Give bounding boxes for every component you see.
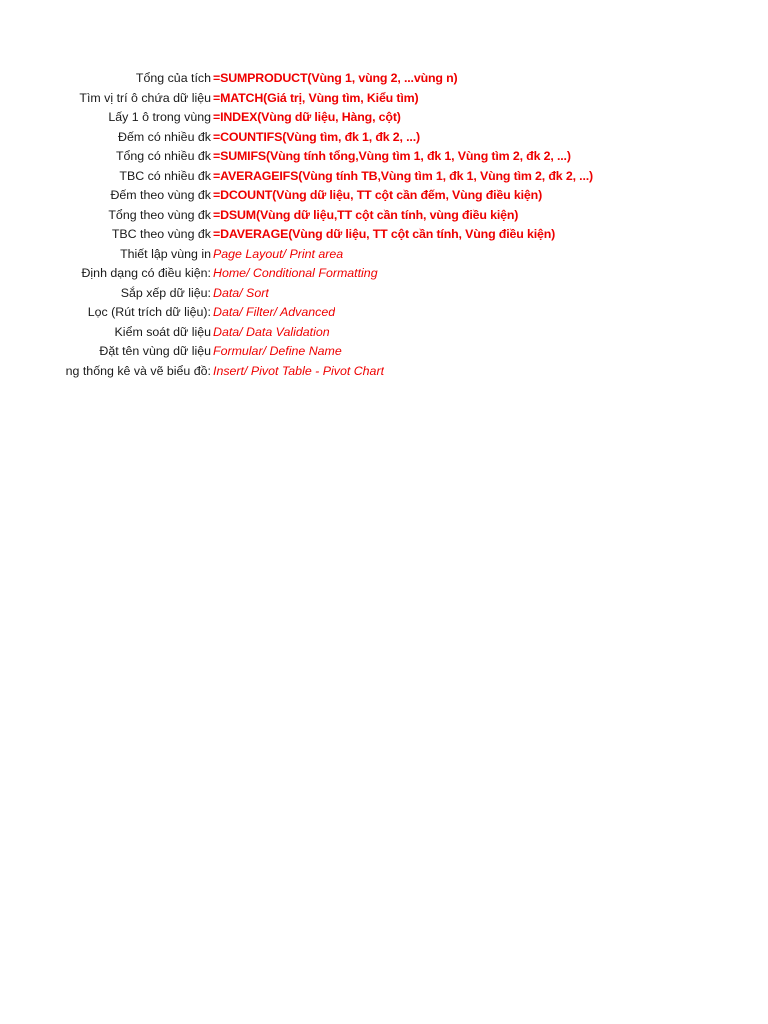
row-label: Tìm vị trí ô chứa dữ liệu [79,90,211,105]
row-label: Đếm có nhiều đk [118,129,211,144]
row-formula: =INDEX(Vùng dữ liệu, Hàng, cột) [213,110,401,124]
row-formula: =DSUM(Vùng dữ liệu,TT cột cần tính, vùng điều kiện) [213,207,519,222]
sheet-row [0,128,768,148]
row-label: TBC có nhiều đk [119,168,211,183]
sheet-row [0,303,768,323]
row-menu-path: Page Layout/ Print area [213,246,344,261]
row-label: Tổng theo vùng đk [108,207,211,222]
sheet-row [0,323,768,343]
row-label: Đặt tên vùng dữ liệu [99,344,211,358]
sheet-row [0,342,768,362]
row-formula: =COUNTIFS(Vùng tìm, đk 1, đk 2, ...) [213,129,420,144]
sheet-row [0,147,768,167]
row-label: Lọc (Rút trích dữ liệu): [87,305,211,319]
spreadsheet-table [0,69,768,381]
row-label: Tổng của tích [135,71,211,85]
row-formula: =SUMIFS(Vùng tính tổng,Vùng tìm 1, đk 1, Vùng tìm 2, đk 2, ...) [213,149,571,163]
row-label: Tổng có nhiều đk [115,149,211,163]
sheet-row [0,264,768,284]
row-formula: =DAVERAGE(Vùng dữ liệu, TT cột cần tính, Vùng điều kiện) [213,227,556,241]
row-menu-path: Data/ Data Validation [213,324,330,339]
sheet-row [0,362,768,382]
sheet-row [0,167,768,187]
row-formula: =AVERAGEIFS(Vùng tính TB,Vùng tìm 1, đk 1, Vùng tìm 2, đk 2, ...) [213,168,594,183]
row-formula: =MATCH(Giá trị, Vùng tìm, Kiểu tìm) [213,90,419,105]
row-menu-path: Insert/ Pivot Table - Pivot Chart [213,363,385,378]
sheet-row [0,245,768,265]
row-label: ng thống kê và vẽ biểu đồ: [65,363,211,378]
row-label: TBC theo vùng đk [111,227,211,241]
sheet-row [0,284,768,304]
row-label: Định dạng có điều kiện: [81,266,211,280]
sheet-row [0,108,768,128]
row-menu-path: Data/ Sort [213,285,269,300]
sheet-row [0,186,768,206]
row-label: Đếm theo vùng đk [110,188,211,202]
row-menu-path: Home/ Conditional Formatting [213,266,378,280]
row-label: Kiểm soát dữ liệu [114,324,211,339]
row-menu-path: Formular/ Define Name [213,344,342,358]
row-formula: =DCOUNT(Vùng dữ liệu, TT cột cần đếm, Vùng điều kiện) [213,188,543,202]
sheet-row [0,225,768,245]
sheet-row [0,89,768,109]
row-label: Lấy 1 ô trong vùng [108,110,211,124]
row-menu-path: Data/ Filter/ Advanced [213,305,336,319]
sheet-row [0,206,768,226]
row-label: Thiết lập vùng in [120,246,211,261]
row-formula: =SUMPRODUCT(Vùng 1, vùng 2, ...vùng n) [213,71,458,85]
row-label: Sắp xếp dữ liệu: [120,285,211,300]
sheet-row [0,69,768,89]
